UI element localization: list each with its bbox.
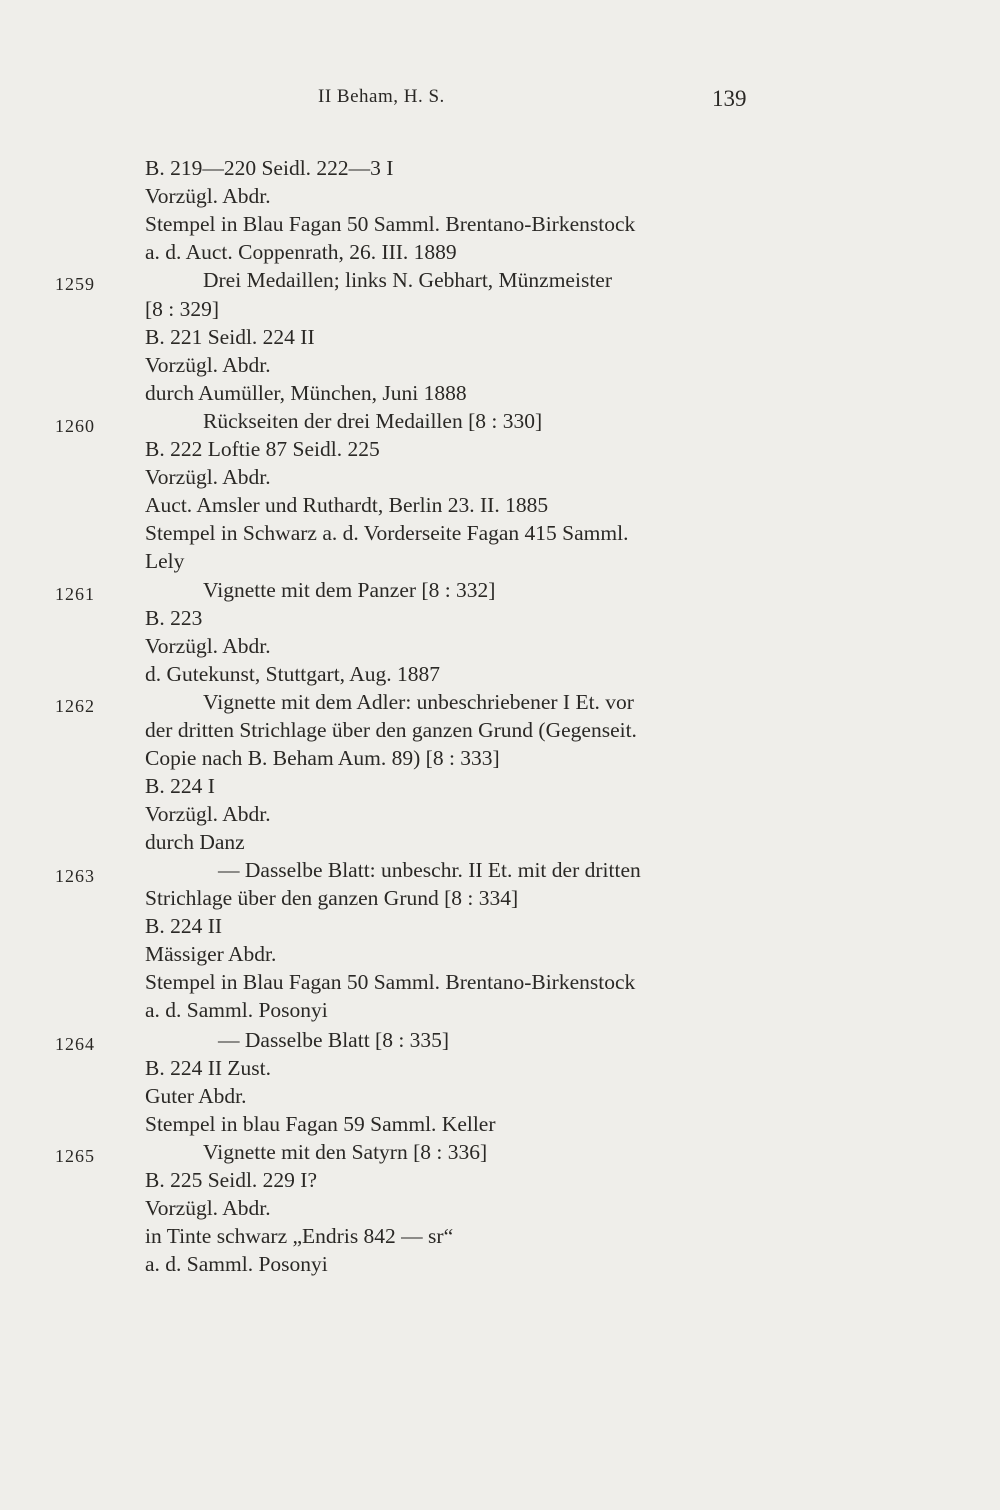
entry-line: a. d. Samml. Posonyi [145, 998, 328, 1022]
entry-number: 1259 [55, 274, 95, 294]
entry-line: a. d. Samml. Posonyi [145, 1252, 328, 1276]
entry-line: Lely [145, 549, 185, 573]
entry-number: 1265 [55, 1146, 95, 1166]
entry-line: Guter Abdr. [145, 1084, 247, 1108]
entry-line: Auct. Amsler und Ruthardt, Berlin 23. II. 1885 [145, 493, 549, 517]
entry-title: Vignette mit dem Panzer [8 : 332] [203, 578, 496, 602]
entry-line: a. d. Auct. Coppenrath, 26. III. 1889 [145, 240, 457, 264]
page-number: 139 [712, 86, 747, 111]
entry-line: B. 224 II Zust. [145, 1056, 272, 1080]
entry-line: Vorzügl. Abdr. [145, 184, 271, 208]
entry-line: durch Danz [145, 830, 245, 854]
entry-line: Vorzügl. Abdr. [145, 802, 271, 826]
entry-line: Vorzügl. Abdr. [145, 634, 271, 658]
entry-line: Stempel in Blau Fagan 50 Samml. Brentano-Birkenstock [145, 212, 636, 236]
entry-title: Vignette mit den Satyrn [8 : 336] [203, 1140, 488, 1164]
entry-line: [8 : 329] [145, 297, 220, 321]
entry-line: Stempel in Schwarz a. d. Vorderseite Fagan 415 Samml. [145, 521, 629, 545]
entry-line: B. 222 Loftie 87 Seidl. 225 [145, 437, 380, 461]
entry-number: 1262 [55, 696, 95, 716]
entry-line: Vorzügl. Abdr. [145, 353, 271, 377]
running-head: II Beham, H. S. [318, 86, 445, 107]
entry-number: 1264 [55, 1034, 95, 1054]
entry-title: — Dasselbe Blatt [8 : 335] [218, 1028, 450, 1052]
entry-line: B. 224 II [145, 914, 223, 938]
entry-title: — Dasselbe Blatt: unbeschr. II Et. mit der dritten [218, 858, 641, 882]
entry-number: 1263 [55, 866, 95, 886]
entry-line: Copie nach B. Beham Aum. 89) [8 : 333] [145, 746, 500, 770]
entry-line: B. 223 [145, 606, 203, 630]
entry-line: d. Gutekunst, Stuttgart, Aug. 1887 [145, 662, 441, 686]
entry-number: 1260 [55, 416, 95, 436]
entry-line: B. 221 Seidl. 224 II [145, 325, 315, 349]
entry-line: durch Aumüller, München, Juni 1888 [145, 381, 467, 405]
entry-line: B. 224 I [145, 774, 215, 798]
entry-line: Strichlage über den ganzen Grund [8 : 334] [145, 886, 519, 910]
entry-line: Mässiger Abdr. [145, 942, 277, 966]
entry-line: der dritten Strichlage über den ganzen Grund (Gegenseit. [145, 718, 637, 742]
entry-title: Drei Medaillen; links N. Gebhart, Münzmeister [203, 268, 612, 292]
entry-line: in Tinte schwarz „Endris 842 — sr“ [145, 1224, 454, 1248]
entry-title: Vignette mit dem Adler: unbeschriebener I Et. vor [203, 690, 634, 714]
entry-line: Stempel in blau Fagan 59 Samml. Keller [145, 1112, 496, 1136]
entry-line: B. 219—220 Seidl. 222—3 I [145, 156, 394, 180]
entry-number: 1261 [55, 584, 95, 604]
entry-line: B. 225 Seidl. 229 I? [145, 1168, 317, 1192]
entry-line: Vorzügl. Abdr. [145, 1196, 271, 1220]
entry-title: Rückseiten der drei Medaillen [8 : 330] [203, 409, 543, 433]
entry-line: Vorzügl. Abdr. [145, 465, 271, 489]
entry-line: Stempel in Blau Fagan 50 Samml. Brentano-Birkenstock [145, 970, 636, 994]
